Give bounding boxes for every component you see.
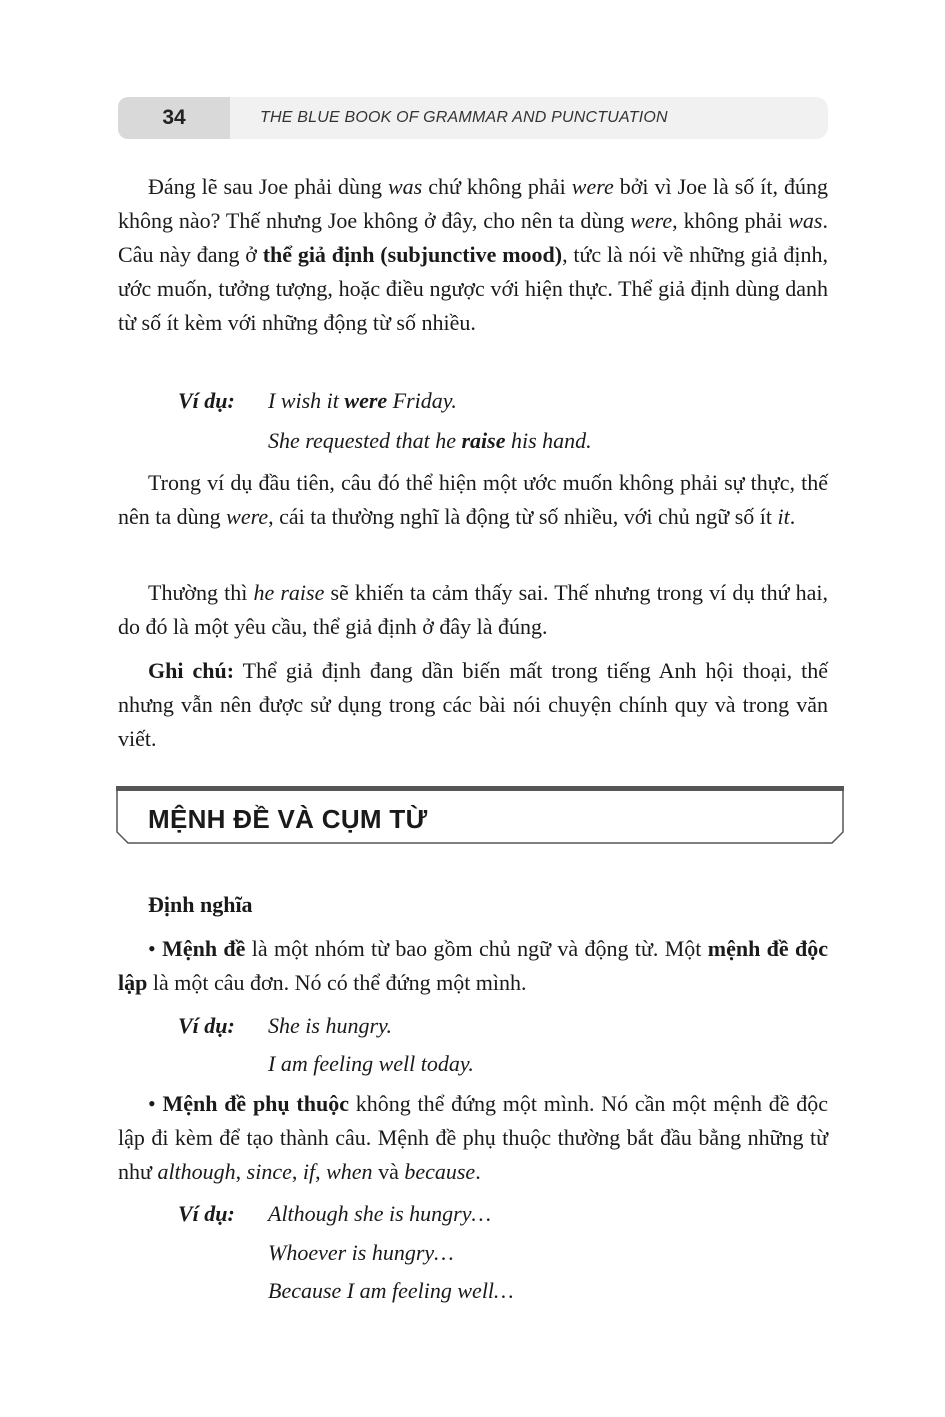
bullet-dependent-clause: • Mệnh đề phụ thuộc không thể đứng một mình. Nó cần một mệnh đề độc lập đi kèm để tạo thành câu. Mệnh đề phụ thuộc thường bắt đầu bằng những từ như although, since, if, when và because. [118, 1091, 828, 1184]
section-title: MỆNH ĐỀ VÀ CỤM TỪ [148, 804, 428, 834]
example-line: She is hungry. [268, 1013, 393, 1038]
paragraph-subjunctive-intro: Đáng lẽ sau Joe phải dùng was chứ không phải were bởi vì Joe là số ít, đúng không nào? Thế nhưng Joe không ở đây, cho nên ta dùng were, không phải was. Câu này đang ở thể giả định (subjunctive mood), tức là nói về những giả định, ước muốn, tưởng tượng, hoặc điều ngược với hiện thực. Thể giả định dùng danh từ số ít kèm với những động từ số nhiều. [118, 174, 828, 335]
section-heading-box [116, 786, 844, 844]
example-line: I am feeling well today. [268, 1051, 474, 1076]
example-line: Whoever is hungry… [268, 1240, 454, 1265]
example-label: Ví dụ: [178, 1201, 235, 1226]
paragraph-note: Ghi chú: Thể giả định đang dần biến mất trong tiếng Anh hội thoại, thế nhưng vẫn nên được sử dụng trong các bài nói chuyện chính quy và trong văn viết. [118, 658, 828, 751]
example-label: Ví dụ: [178, 388, 235, 413]
subheading-definition: Định nghĩa [148, 892, 253, 917]
paragraph-explanation: Trong ví dụ đầu tiên, câu đó thể hiện một ước muốn không phải sự thực, thế nên ta dùng were, cái ta thường nghĩ là động từ số nhiều, với chủ ngữ số ít it. [118, 470, 828, 529]
paragraph-he-raise: Thường thì he raise sẽ khiến ta cảm thấy sai. Thế nhưng trong ví dụ thứ hai, do đó là một yêu cầu, thể giả định ở đây là đúng. [118, 580, 828, 639]
page-number: 34 [118, 97, 230, 139]
running-title: THE BLUE BOOK OF GRAMMAR AND PUNCTUATION [230, 97, 828, 139]
example-line: I wish it were Friday. [268, 388, 457, 413]
bullet-independent-clause: • Mệnh đề là một nhóm từ bao gồm chủ ngữ và động từ. Một mệnh đề độc lập là một câu đơn. Nó có thể đứng một mình. [118, 936, 829, 995]
example-line: Because I am feeling well… [268, 1278, 514, 1303]
example-label: Ví dụ: [178, 1013, 235, 1038]
example-line: She requested that he raise his hand. [268, 428, 592, 453]
page-header [118, 97, 828, 139]
example-line: Although she is hungry… [268, 1201, 492, 1226]
